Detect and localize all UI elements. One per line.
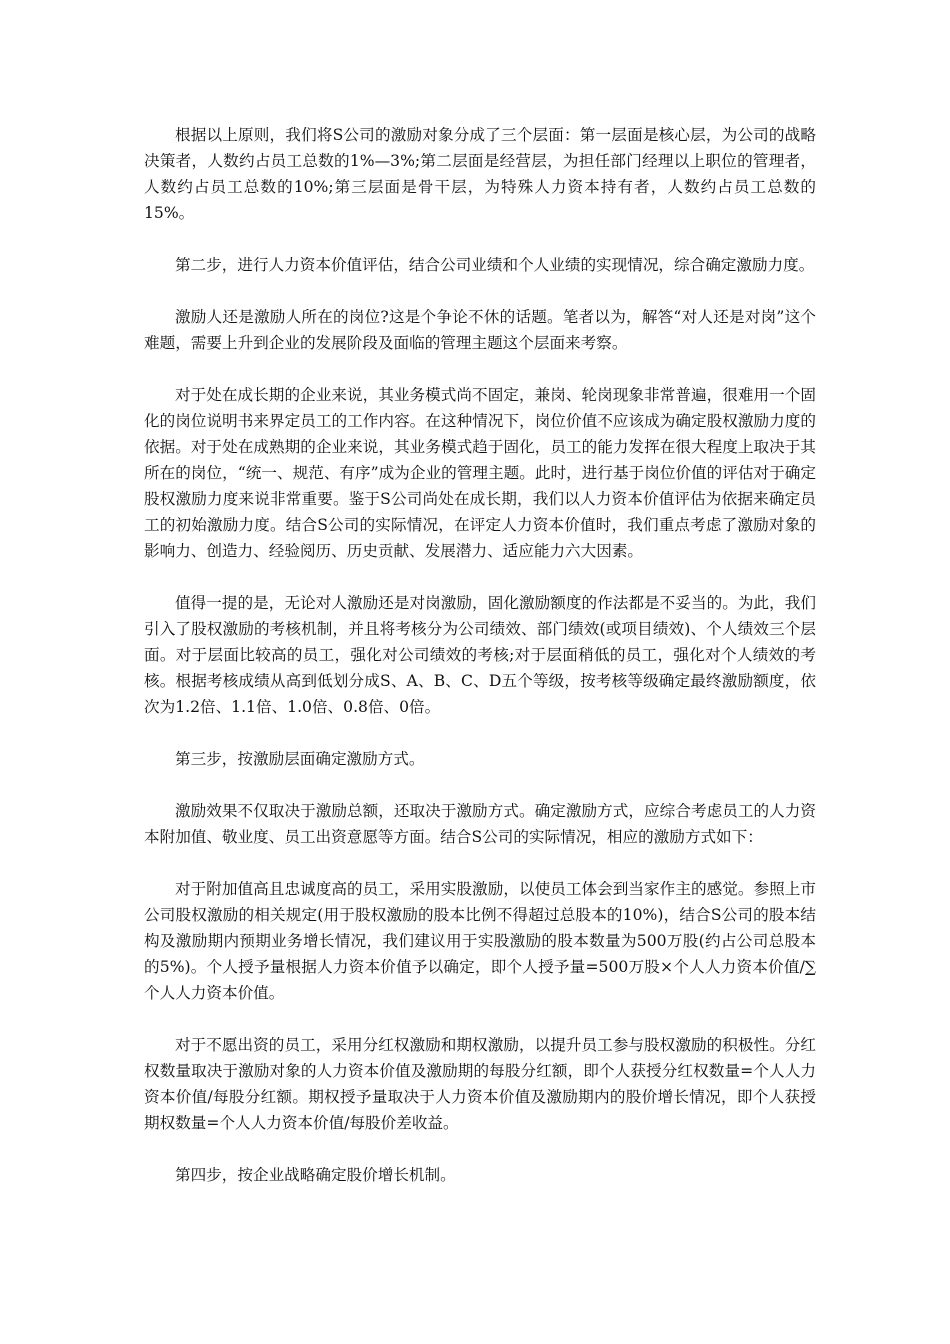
paragraph-6: 第三步，按激励层面确定激励方式。 xyxy=(175,750,425,768)
paragraph-1: 根据以上原则，我们将S公司的激励对象分成了三个层面：第一层面是核心层，为公司的战略决策者，人数约占员工总数的1%—3%;第二层面是经营层，为担任部门经理以上职位的管理者，人数约占员工总数的10%;第三层面是骨干层，为特殊人力资本持有者，人数约占员工总数的15%。 xyxy=(144,126,816,222)
document-page xyxy=(144,122,816,1214)
paragraph-10: 第四步，按企业战略确定股价增长机制。 xyxy=(175,1166,456,1184)
paragraph-7: 激励效果不仅取决于激励总额，还取决于激励方式。确定激励方式，应综合考虑员工的人力资本附加值、敬业度、员工出资意愿等方面。结合S公司的实际情况，相应的激励方式如下： xyxy=(144,802,816,846)
paragraph-3: 激励人还是激励人所在的岗位?这是个争论不休的话题。笔者以为，解答“对人还是对岗”这个难题，需要上升到企业的发展阶段及面临的管理主题这个层面来考察。 xyxy=(144,308,816,352)
paragraph-9: 对于不愿出资的员工，采用分红权激励和期权激励，以提升员工参与股权激励的积极性。分红权数量取决于激励对象的人力资本价值及激励期的每股分红额，即个人获授分红权数量=个人人力资本价值/每股分红额。期权授予量取决于人力资本价值及激励期内的股价增长情况，即个人获授期权数量=个人人力资本价值/每股价差收益。 xyxy=(144,1036,816,1132)
paragraph-5: 值得一提的是，无论对人激励还是对岗激励，固化激励额度的作法都是不妥当的。为此，我们引入了股权激励的考核机制，并且将考核分为公司绩效、部门绩效(或项目绩效)、个人绩效三个层面。对于层面比较高的员工，强化对公司绩效的考核;对于层面稍低的员工，强化对个人绩效的考核。根据考核成绩从高到低划分成S、A、B、C、D五个等级，按考核等级确定最终激励额度，依次为1.2倍、1.1倍、1.0倍、0.8倍、0倍。 xyxy=(144,594,816,716)
paragraph-4: 对于处在成长期的企业来说，其业务模式尚不固定，兼岗、轮岗现象非常普遍，很难用一个固化的岗位说明书来界定员工的工作内容。在这种情况下，岗位价值不应该成为确定股权激励力度的依据。对于处在成熟期的企业来说，其业务模式趋于固化，员工的能力发挥在很大程度上取决于其所在的岗位，“统一、规范、有序”成为企业的管理主题。此时，进行基于岗位价值的评估对于确定股权激励力度来说非常重要。鉴于S公司尚处在成长期，我们以人力资本价值评估为依据来确定员工的初始激励力度。结合S公司的实际情况，在评定人力资本价值时，我们重点考虑了激励对象的影响力、创造力、经验阅历、历史贡献、发展潜力、适应能力六大因素。 xyxy=(144,386,816,560)
paragraph-8: 对于附加值高且忠诚度高的员工，采用实股激励，以使员工体会到当家作主的感觉。参照上市公司股权激励的相关规定(用于股权激励的股本比例不得超过总股本的10%)，结合S公司的股本结构及激励期内预期业务增长情况，我们建议用于实股激励的股本数量为500万股(约占公司总股本的5%)。个人授予量根据人力资本价值予以确定，即个人授予量=500万股×个人人力资本价值/∑个人人力资本价值。 xyxy=(144,880,816,1002)
paragraph-2: 第二步，进行人力资本价值评估，结合公司业绩和个人业绩的实现情况，综合确定激励力度。 xyxy=(175,256,815,274)
